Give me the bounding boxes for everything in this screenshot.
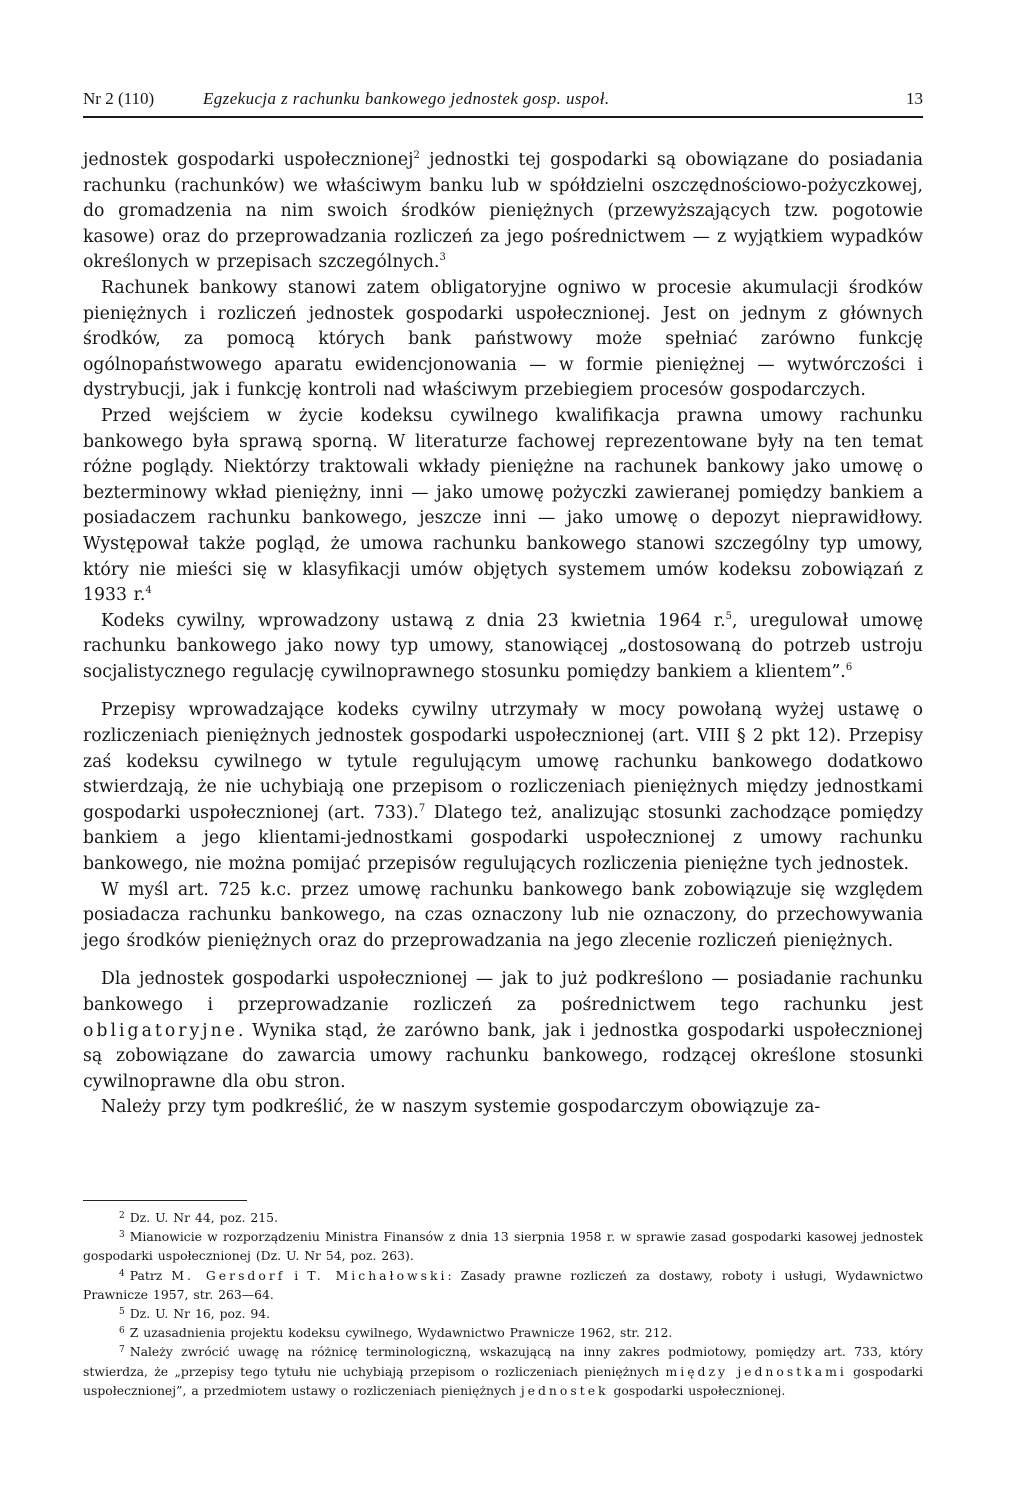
footnote-ref-3: 3 <box>439 252 446 264</box>
footnote-7: 7 Należy zwrócić uwagę na różnicę terminologiczną, wskazującą na inny zakres podmiotowy, pomiędzy art. 733, który stwierdza, że „przepisy tego tytułu nie uchybiają przepisom o rozliczeniach pieniężnych między jednostkami gospodarki uspołecznionej”, a przedmiotem ustawy o rozliczeniach pieniężnych jednostek gospodarki uspołecznionej. <box>83 1344 924 1398</box>
footnote-3: 3 Mianowicie w rozporządzeniu Ministra Finansów z dnia 13 sierpnia 1958 r. w sprawie zasad gospodarki kasowej jednostek gospodarki uspołecznionej (Dz. U. Nr 54, poz. 263). <box>83 1229 923 1264</box>
paragraph-4: Kodeks cywilny, wprowadzony ustawą z dnia 23 kwietnia 1964 r.$^5$, uregulował umowę rachunku bankowego jako nowy typ umowy, stanowiącej „dostosowaną do potrzeb ustroju socjalistycznego regulację cywilnoprawnego stosunku pomiędzy bankiem a klientem”.$^6$ <box>83 610 923 682</box>
document-page <box>83 84 924 1398</box>
issue-number: Nr 2 (110) <box>83 89 155 108</box>
footnote-2: 2 Dz. U. Nr 44, poz. 215. <box>119 1210 278 1225</box>
footnote-ref-5: 5 <box>725 610 733 622</box>
footnote-ref-7: 7 <box>418 802 426 814</box>
footnote-ref-4: 4 <box>145 585 152 597</box>
footnote-ref-6: 6 <box>845 661 853 673</box>
emphasis-spaced: jednostek <box>520 1382 609 1398</box>
paragraph-7: Dla jednostek gospodarki uspołecznionej — jak to już podkreślono — posiadanie rachunku bankowego i przeprowadzanie rozliczeń za pośrednictwem tego rachunku jest obligatoryjne. Wynika stąd, że zarówno bank, jak i jednostka gospodarki uspołecznionej są zobowiązane do zawarcia umowy rachunku bankowego, rodzącej określone stosunki cywilnoprawne dla obu stron. <box>83 969 923 1092</box>
paragraph-2: Rachunek bankowy stanowi zatem obligatoryjne ogniwo w procesie akumulacji środków pieniężnych i rozliczeń jednostek gospodarki uspołecznionej. Jest on jednym z głównych środków, za pomocą których bank państwowy może spełniać zarówno funkcję ogólnopaństwowego aparatu ewidencjonowania — w formie pieniężnej — wytwórczości i dystrybucji, jak i funkcję kontroli nad właściwym przebiegiem procesów gospodarczych. <box>83 277 923 401</box>
paragraph-6: W myśl art. 725 k.c. przez umowę rachunku bankowego bank zobowiązuje się względem posiadacza rachunku bankowego, na czas oznaczony lub nie oznaczony, do przechowywania jego środków pieniężnych oraz do przeprowadzania na jego zlecenie rozliczeń pieniężnych. <box>83 879 923 951</box>
paragraph-1: jednostek gospodarki uspołecznionej$^2$ jednostki tej gospodarki są obowiązane do posiadania rachunku (rachunków) we właściwym banku lub w spółdzielni oszczędnościowo-pożyczkowej, do gromadzenia na nim swoich środków pieniężnych (przewyższających tzw. pogotowie kasowe) oraz do przeprowadzania rozliczeń za jego pośrednictwem — z wyjątkiem wypadków określonych w przepisach szczególnych.$^3$ <box>83 150 923 273</box>
footnote-ref-2: 2 <box>413 150 420 161</box>
emphasis-spaced: między jednostkami <box>665 1363 847 1379</box>
footnote-6: 6 Z uzasadnienia projektu kodeksu cywilnego, Wydawnictwo Prawnicze 1962, str. 212. <box>119 1325 673 1341</box>
paragraph-3: Przed wejściem w życie kodeksu cywilnego kwalifikacja prawna umowy rachunku bankowego była sprawą sporną. W literaturze fachowej reprezentowane były na ten temat różne poglądy. Niektórzy traktowali wkłady pieniężne na rachunek bankowy jako umowę o bezterminowy wkład pieniężny, inni — jako umowę pożyczki zawieranej pomiędzy bankiem a posiadaczem rachunku bankowego, jeszcze inni — jako umowę o depozyt nieprawidłowy. Występował także pogląd, że umowa rachunku bankowego stanowi szczególny typ umowy, który nie mieści się w klasyfikacji umów objętych systemem umów kodeksu zobowiązań z 1933 r.$^4$ <box>83 405 923 606</box>
header-rule <box>83 116 923 118</box>
body-text <box>83 148 923 1121</box>
paragraph-5: Przepisy wprowadzające kodeks cywilny utrzymały w mocy powołaną wyżej ustawę o rozliczeniach pieniężnych jednostek gospodarki uspołecznionej (art. VIII § 2 pkt 12). Przepisy zaś kodeksu cywilnego w tytule regulującym umowę rachunku bankowego dodatkowo stwierdzają, że nie uchybiają one przepisom o rozliczeniach pieniężnych między jednostkami gospodarki uspołecznionej (art. 733).$^7$ Dlatego też, analizując stosunki zachodzące pomiędzy bankiem a jego klientami-jednostkami gospodarki uspołecznionej z umowy rachunku bankowego, nie można pomijać przepisów regulujących rozliczenia pieniężne tych jednostek. <box>83 700 923 875</box>
running-title: Egzekucja z rachunku bankowego jednostek gosp. uspoł. <box>203 89 610 108</box>
page-number: 13 <box>906 89 923 108</box>
running-header <box>83 84 923 114</box>
footnotes <box>83 1208 923 1400</box>
emphasis-spaced: obligatoryjne <box>83 1020 238 1041</box>
paragraph-8: Należy przy tym podkreślić, że w naszym systemie gospodarczym obowiązuje za- <box>101 1097 821 1118</box>
author-name: M. Gersdorf <box>171 1267 286 1283</box>
author-name: T. Michałowski <box>307 1267 448 1283</box>
footnote-rule <box>83 1200 247 1201</box>
footnote-4: 4 Patrz M. Gersdorf i T. Michałowski: Zasady prawne rozliczeń za dostawy, roboty i usługi, Wydawnictwo Prawnicze 1957, str. 263—64. <box>83 1267 923 1302</box>
footnote-5: 5 Dz. U. Nr 16, poz. 94. <box>119 1306 271 1322</box>
